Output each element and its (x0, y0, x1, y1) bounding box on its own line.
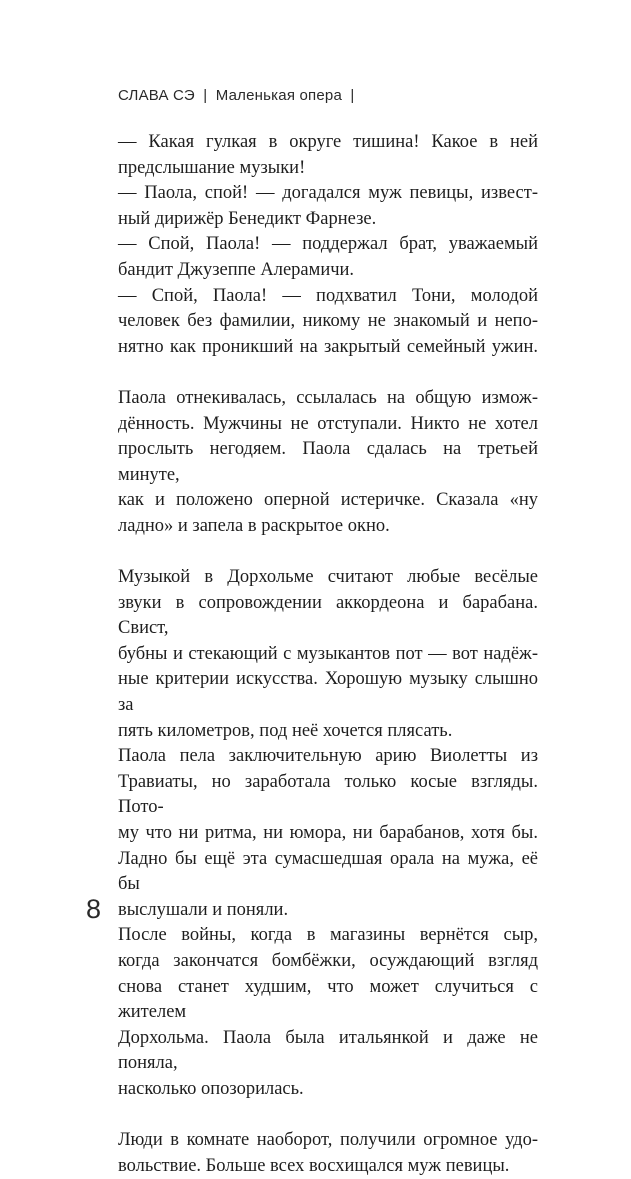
text-line: дённость. Мужчины не отступали. Никто не хотел (118, 413, 538, 434)
text-line: му что ни ритма, ни юмора, ни барабанов, хотя бы. (118, 823, 538, 844)
text-line: — Какая гулкая в округе тишина! Какое в ней (118, 132, 538, 152)
paragraph (118, 1128, 538, 1179)
paragraph-gap (118, 360, 538, 386)
body-text (118, 130, 538, 1179)
text-line: После войны, когда в магазины вернётся сыр, (118, 925, 538, 946)
text-line: ный дирижёр Бенедикт Фарнезе. (118, 208, 377, 229)
text-line: Паола пела заключительную арию Виолетты из (118, 746, 538, 767)
text-line: нятно как проникший на закрытый семейный ужин. (118, 336, 538, 357)
text-line: Ладно бы ещё эта сумасшедшая орала на мужа, её бы (118, 848, 538, 895)
text-line: Дорхольма. Паола была итальянкой и даже не поняла, (118, 1027, 538, 1074)
text-line: Паола отнекивалась, ссылалась на общую измож- (118, 387, 538, 408)
text-line: насколько опозорилась. (118, 1078, 304, 1099)
text-line: — Спой, Паола! — поддержал брат, уважаемый (118, 234, 538, 255)
header-separator: | (203, 87, 208, 104)
text-line: когда закончатся бомбёжки, осуждающий взгляд (118, 951, 538, 971)
author-name: СЛАВА СЭ (118, 87, 195, 104)
chapter-title: Маленькая опера (215, 87, 342, 104)
header-separator-trailing: | (350, 87, 355, 104)
text-line: бандит Джузеппе Алерамичи. (118, 259, 355, 280)
paragraph-gap (118, 1103, 538, 1129)
text-line: — Спой, Паола! — подхватил Тони, молодой (118, 285, 538, 306)
text-line: ные критерии искусства. Хорошую музыку слышно за (118, 669, 538, 716)
text-line: — Паола, спой! — догадался муж певицы, извест- (118, 183, 538, 204)
text-line: прослыть негодяем. Паола сдалась на третьей минуте, (118, 439, 538, 485)
paragraph (118, 130, 538, 360)
text-line: Люди в комнате наоборот, получили огромное удо- (118, 1130, 538, 1151)
paragraph-gap (118, 540, 538, 566)
text-line: снова станет худшим, что может случиться с жителем (118, 976, 538, 1023)
page-number: 8 (86, 894, 102, 924)
text-line: выслушали и поняли. (118, 899, 289, 920)
text-line: Музыкой в Дорхольме считают любые весёлые (118, 567, 538, 588)
paragraph (118, 386, 538, 540)
text-line: вольствие. Больше всех восхищался муж певицы. (118, 1155, 510, 1176)
paragraph (118, 565, 538, 1102)
text-line: звуки в сопровождении аккордеона и барабана. Свист, (118, 592, 538, 639)
text-line: человек без фамилии, никому не знакомый и непо- (118, 311, 538, 332)
running-head (118, 87, 358, 104)
text-line: ладно» и запела в раскрытое окно. (118, 515, 390, 536)
text-line: пять километров, под неё хочется плясать. (118, 720, 453, 741)
text-line: предслышание музыки! (118, 157, 306, 178)
text-line: бубны и стекающий с музыкантов пот — вот надёж- (118, 643, 538, 664)
text-line: как и положено оперной истеричке. Сказала «ну (118, 490, 538, 511)
text-line: Травиаты, но заработала только косые взгляды. Пото- (118, 771, 538, 818)
